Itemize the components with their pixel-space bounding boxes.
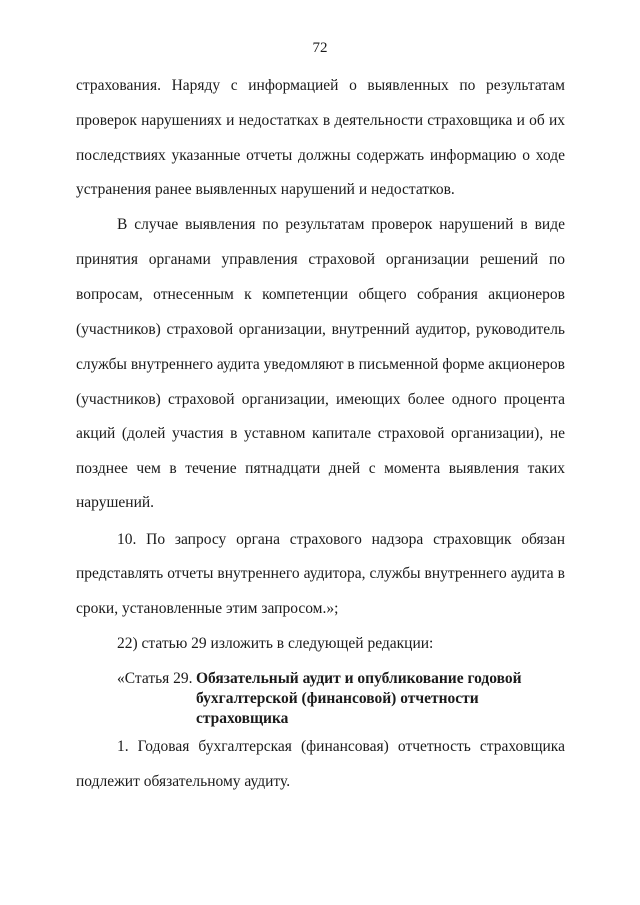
text-line: последствиях указанные отчеты должны содержать информацию о ходе	[76, 147, 565, 164]
article-title-line: страховщика	[196, 710, 289, 727]
text-line: вопросам, отнесенным к компетенции общего собрания акционеров	[76, 286, 565, 303]
text-line: сроки, установленные этим запросом.»;	[76, 600, 339, 617]
article-number: «Статья 29.	[117, 670, 193, 687]
text-line: (участников) страховой организации, внутренний аудитор, руководитель	[76, 321, 565, 338]
text-line: подлежит обязательному аудиту.	[76, 773, 291, 790]
text-line: страхования. Наряду с информацией о выявленных по результатам	[76, 77, 565, 94]
article-title-line: бухгалтерской (финансовой) отчетности	[196, 690, 479, 707]
article-title	[196, 669, 522, 729]
text-line: службы внутреннего аудита уведомляют в письменной форме акционеров	[76, 356, 565, 373]
text-line: нарушений.	[76, 494, 155, 511]
text-line: проверок нарушениях и недостатках в деятельности страховщика и об их	[76, 112, 565, 129]
text-line: 10. По запросу органа страхового надзора страховщик обязан	[117, 531, 565, 548]
text-line: позднее чем в течение пятнадцати дней с момента выявления таких	[76, 460, 565, 477]
page-number: 72	[312, 40, 328, 56]
text-line: принятия органами управления страховой организации решений по	[76, 251, 565, 268]
text-line: акций (долей участия в уставном капитале страховой организации), не	[76, 425, 565, 442]
text-line: устранения ранее выявленных нарушений и недостатков.	[76, 181, 455, 198]
article-title-line: Обязательный аудит и опубликование годовой	[196, 670, 522, 687]
text-line: 22) статью 29 изложить в следующей редакции:	[117, 635, 434, 652]
text-line: 1. Годовая бухгалтерская (финансовая) отчетность страховщика	[117, 738, 565, 755]
text-line: представлять отчеты внутреннего аудитора, службы внутреннего аудита в	[76, 565, 565, 582]
text-line: В случае выявления по результатам проверок нарушений в виде	[117, 216, 565, 233]
text-line: (участников) страховой организации, имеющих более одного процента	[76, 391, 565, 408]
